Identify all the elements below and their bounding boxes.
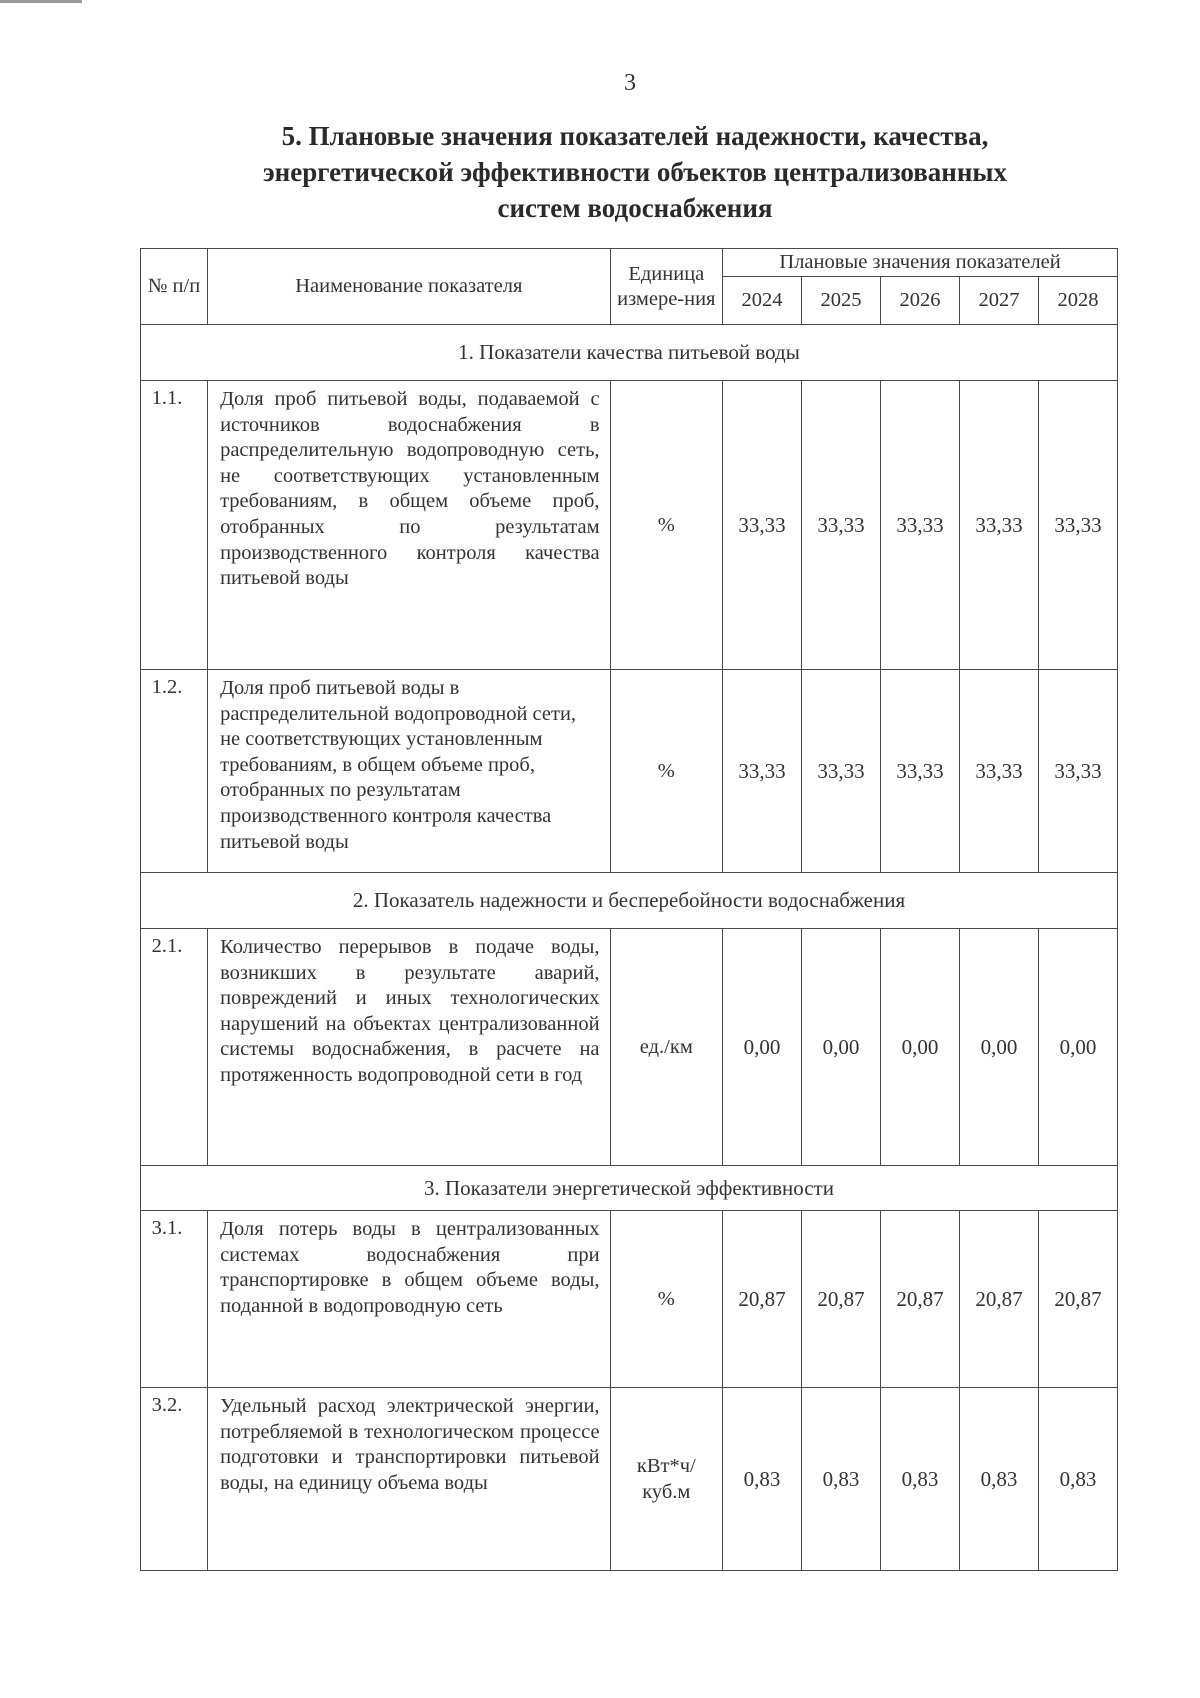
section-title: 2. Показатель надежности и бесперебойности водоснабжения	[141, 873, 1118, 929]
indicators-table	[140, 248, 1118, 1571]
value-cell: 0,83	[881, 1388, 960, 1571]
section-heading-row	[141, 1166, 1118, 1211]
value-cell: 33,33	[802, 670, 881, 873]
title-line: систем водоснабжения	[497, 193, 773, 223]
unit-line: кВт*ч/	[636, 1455, 696, 1477]
indicator-name: Доля проб питьевой воды, подаваемой с источников водоснабжения в распределительную водопроводную сеть, не соответствующих установленным требованиям, в общем объеме проб, отобранных по результатам производственного контроля качества питьевой воды	[208, 381, 610, 670]
value-cell: 0,83	[723, 1388, 802, 1571]
header-year: 2026	[881, 277, 960, 325]
value-cell: 20,87	[802, 1211, 881, 1388]
value-cell: 33,33	[959, 381, 1038, 670]
indicator-name: Доля проб питьевой воды в распределительной водопроводной сети, не соответствующих установленным требованиям, в общем объеме проб, отобранных по результатам производственного контроля качества питьевой воды	[208, 670, 610, 873]
value-cell: 0,00	[723, 929, 802, 1166]
value-cell: 0,00	[881, 929, 960, 1166]
header-name: Наименование показателя	[208, 249, 610, 325]
value-cell: 33,33	[1038, 381, 1117, 670]
value-cell: 33,33	[959, 670, 1038, 873]
scan-edge-mark	[0, 0, 82, 3]
section-heading-row	[141, 873, 1118, 929]
header-year: 2025	[802, 277, 881, 325]
unit-cell: %	[610, 381, 723, 670]
value-cell: 0,00	[959, 929, 1038, 1166]
value-cell: 33,33	[802, 381, 881, 670]
header-year: 2028	[1038, 277, 1117, 325]
value-cell: 0,83	[1038, 1388, 1117, 1571]
header-year: 2024	[723, 277, 802, 325]
table-row	[141, 670, 1118, 873]
section-title: 1. Показатели качества питьевой воды	[141, 325, 1118, 381]
row-number: 1.2.	[141, 670, 208, 873]
header-year: 2027	[959, 277, 1038, 325]
title-line: энергетической эффективности объектов централизованных	[262, 157, 1007, 187]
table-row	[141, 1388, 1118, 1571]
value-cell: 0,00	[1038, 929, 1117, 1166]
value-cell: 33,33	[1038, 670, 1117, 873]
value-cell: 0,83	[802, 1388, 881, 1571]
header-number: № п/п	[141, 249, 208, 325]
row-number: 3.1.	[141, 1211, 208, 1388]
header-unit: Единица измере-ния	[610, 249, 723, 325]
value-cell: 33,33	[881, 381, 960, 670]
row-number: 1.1.	[141, 381, 208, 670]
value-cell: 20,87	[881, 1211, 960, 1388]
row-number: 2.1.	[141, 929, 208, 1166]
table-row	[141, 381, 1118, 670]
unit-cell: %	[610, 670, 723, 873]
value-cell: 0,83	[959, 1388, 1038, 1571]
value-cell: 20,87	[1038, 1211, 1117, 1388]
document-title	[200, 118, 1070, 226]
unit-cell: ед./км	[610, 929, 723, 1166]
indicator-name: Удельный расход электрической энергии, потребляемой в технологическом процессе подготовки и транспортировки питьевой воды, на единицу объема воды	[208, 1388, 610, 1571]
indicator-name: Доля потерь воды в централизованных системах водоснабжения при транспортировке в общем объеме воды, поданной в водопроводную сеть	[208, 1211, 610, 1388]
value-cell: 33,33	[881, 670, 960, 873]
row-number: 3.2.	[141, 1388, 208, 1571]
value-cell: 0,00	[802, 929, 881, 1166]
table-header-row	[141, 249, 1118, 277]
unit-cell	[610, 1388, 723, 1571]
value-cell: 33,33	[723, 670, 802, 873]
table-row	[141, 1211, 1118, 1388]
indicator-name: Количество перерывов в подаче воды, возникших в результате аварий, повреждений и иных технологических нарушений на объектах централизованной системы водоснабжения, в расчете на протяженность водопроводной сети в год	[208, 929, 610, 1166]
unit-cell: %	[610, 1211, 723, 1388]
table-row	[141, 929, 1118, 1166]
page-number: 3	[624, 70, 636, 96]
unit-line: куб.м	[642, 1481, 691, 1503]
section-heading-row	[141, 325, 1118, 381]
value-cell: 33,33	[723, 381, 802, 670]
title-line: 5. Плановые значения показателей надежности, качества,	[281, 121, 989, 151]
section-title: 3. Показатели энергетической эффективности	[141, 1166, 1118, 1211]
value-cell: 20,87	[959, 1211, 1038, 1388]
value-cell: 20,87	[723, 1211, 802, 1388]
header-planned-values: Плановые значения показателей	[723, 249, 1118, 277]
